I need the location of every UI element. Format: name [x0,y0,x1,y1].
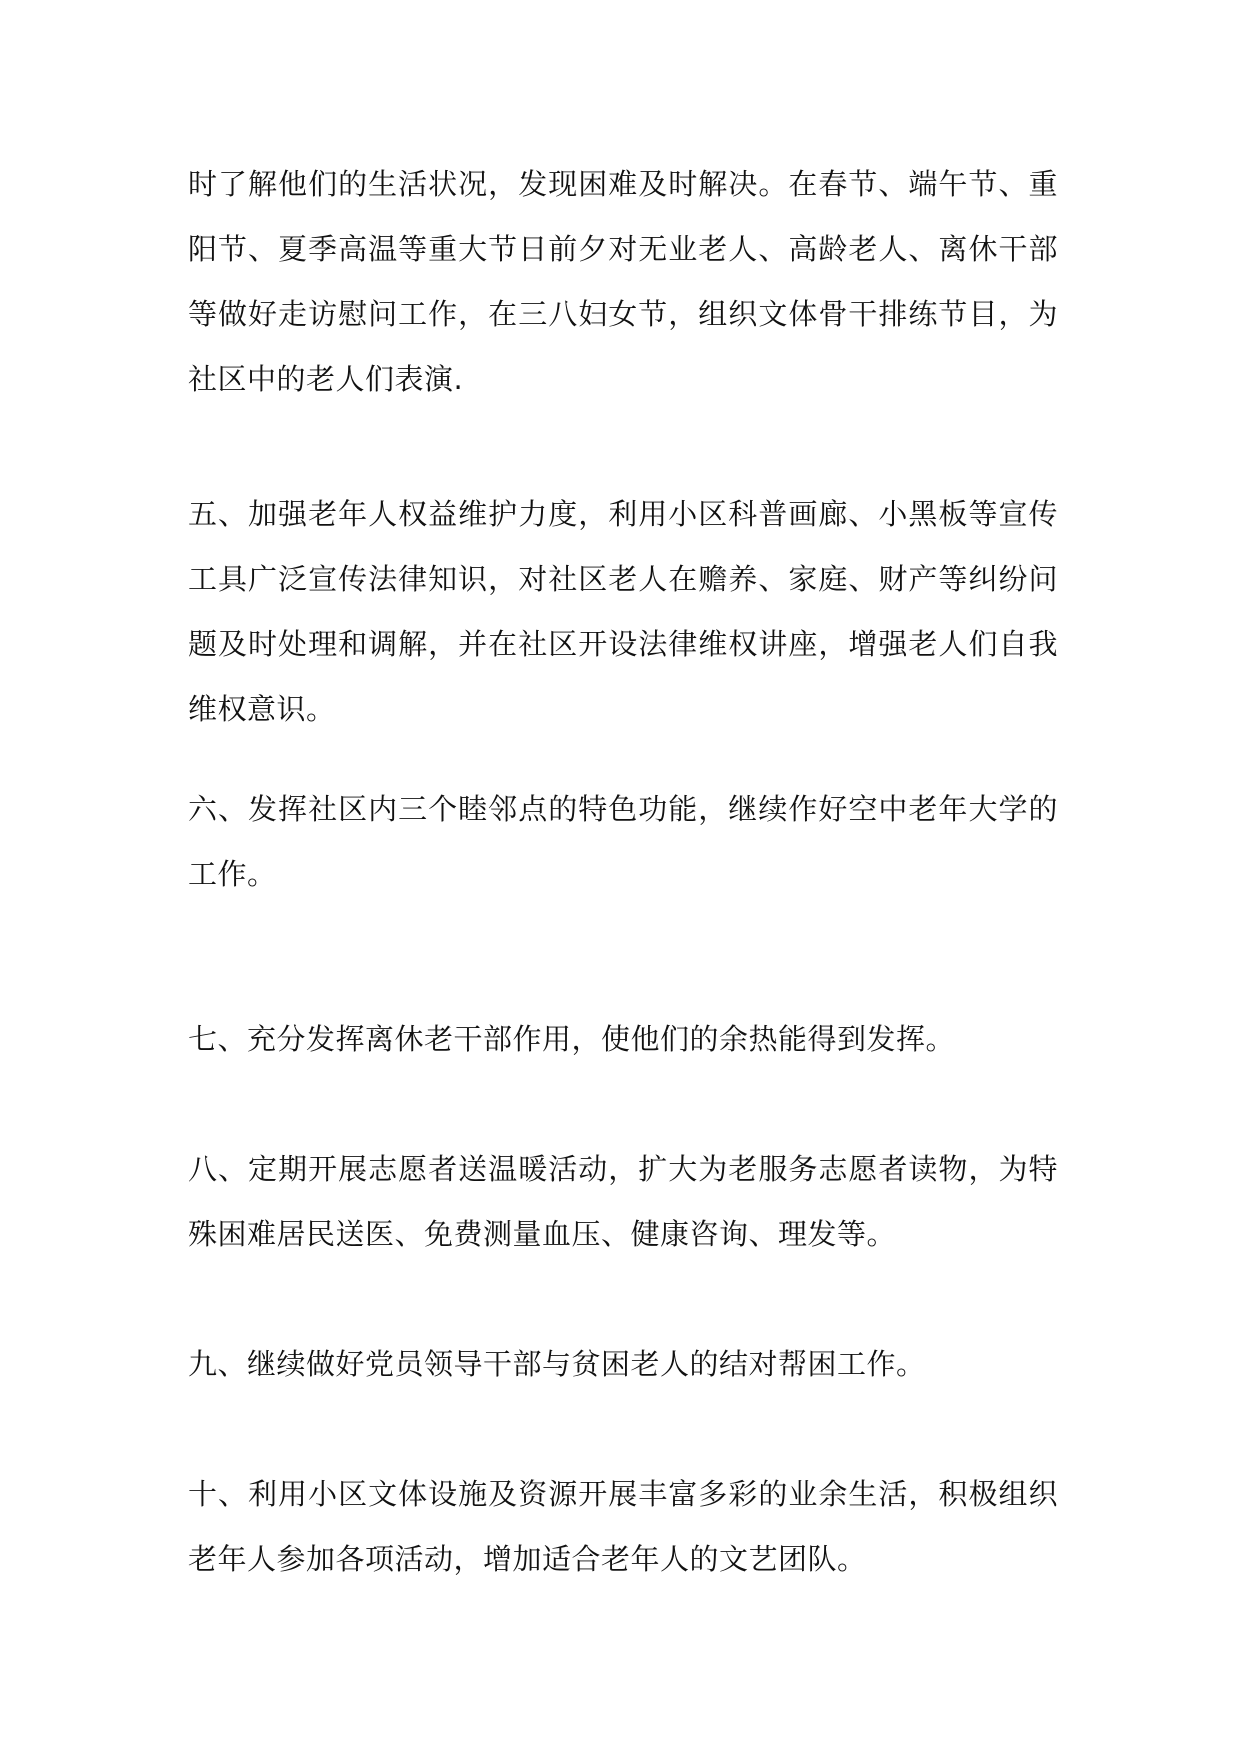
paragraph-item-5-rights-protection: 五、加强老年人权益维护力度，利用小区科普画廊、小黑板等宣传工具广泛宣传法律知识，对社区老人在赡养、家庭、财产等纠纷问题及时处理和调解，并在社区开设法律维权讲座，增强老人们自我维权意识。 [188,497,1058,726]
paragraph-item-8-volunteer-activities: 八、定期开展志愿者送温暖活动，扩大为老服务志愿者读物，为特殊困难居民送医、免费测量血压、健康咨询、理发等。 [188,1152,1058,1251]
paragraph-item-7-retired-cadres: 七、充分发挥离休老干部作用，使他们的余热能得到发挥。 [188,1022,956,1056]
paragraph-item-10-cultural-activities: 十、利用小区文体设施及资源开展丰富多彩的业余生活，积极组织老年人参加各项活动，增加适合老年人的文艺团队。 [188,1477,1058,1576]
paragraph-item-9-pairing-assistance: 九、继续做好党员领导干部与贫困老人的结对帮困工作。 [188,1347,926,1381]
paragraph-elderly-visits: 时了解他们的生活状况，发现困难及时解决。在春节、端午节、重阳节、夏季高温等重大节日前夕对无业老人、高龄老人、离休干部等做好走访慰问工作，在三八妇女节，组织文体骨干排练节目，为社区中的老人们表演. [188,167,1058,396]
paragraph-item-6-neighborhood-points: 六、发挥社区内三个睦邻点的特色功能，继续作好空中老年大学的工作。 [188,792,1058,891]
